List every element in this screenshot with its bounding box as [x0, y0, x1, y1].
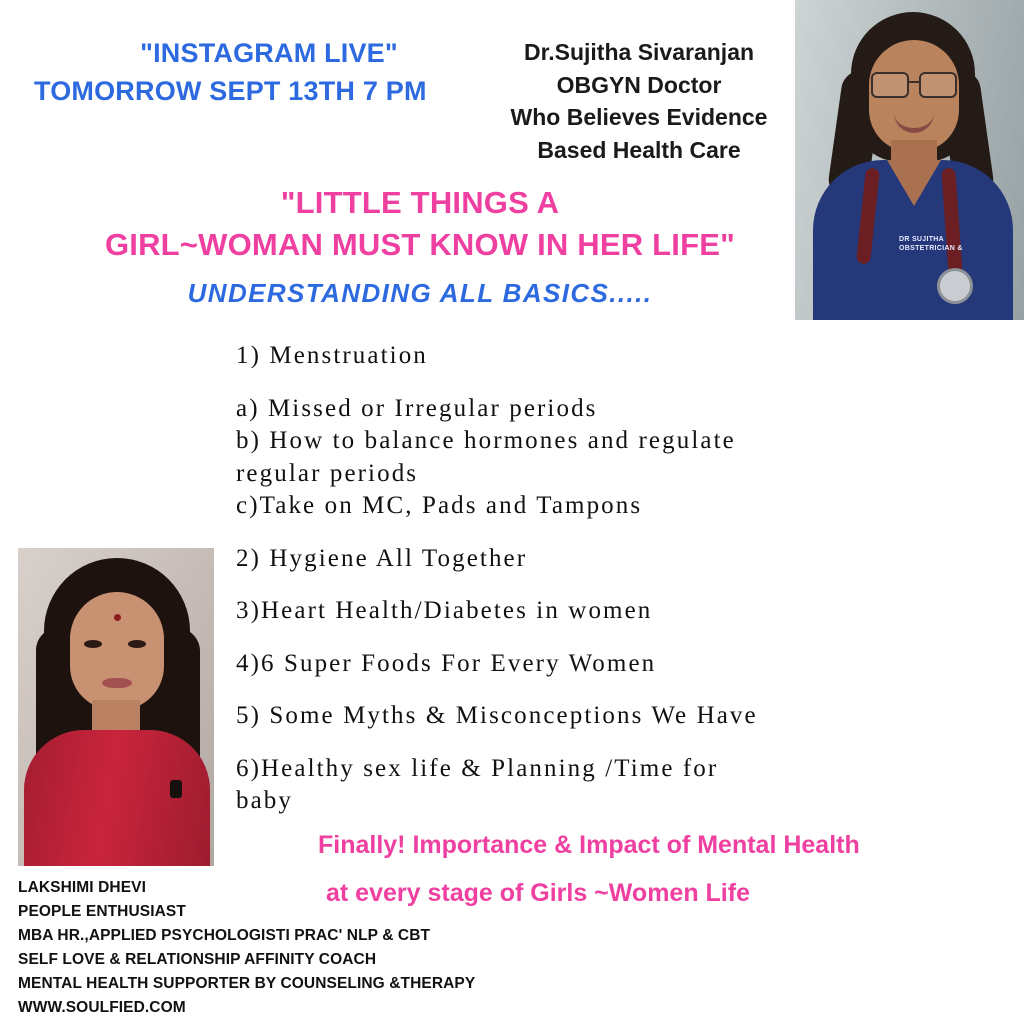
host-name: LAKSHIMI DHEVI — [18, 879, 146, 896]
agenda-line: regular periods — [236, 459, 419, 487]
page-title-line1: "LITTLE THINGS A — [280, 185, 560, 220]
host-credential-line: MBA HR.,APPLIED PSYCHOLOGISTI PRAC' NLP & CBT — [18, 927, 431, 945]
host-credential-line: PEOPLE ENTHUSIAST — [18, 903, 186, 921]
page-title-line2: GIRL~WOMAN MUST KNOW IN HER LIFE" — [104, 227, 736, 263]
host-face — [70, 592, 164, 710]
microphone-icon — [170, 780, 182, 798]
final-note-line1: Finally! Importance & Impact of Mental Health — [318, 831, 860, 859]
agenda-item — [236, 648, 996, 681]
doctor-scrub-badge-text: DR SUJITHA OBSTETRICIAN & — [899, 236, 963, 252]
agenda-line: 6)Healthy sex life & Planning /Time for — [236, 754, 719, 782]
doctor-tagline-line2: Based Health Care — [537, 136, 741, 163]
agenda-item — [236, 753, 996, 818]
agenda-line: a) Missed or Irregular periods — [236, 394, 598, 422]
bindi-icon — [114, 614, 121, 621]
doctor-name: Dr.Sujitha Sivaranjan — [523, 39, 755, 65]
final-note-line2: at every stage of Girls ~Women Life — [326, 878, 750, 907]
page-subtitle: UNDERSTANDING ALL BASICS..... — [187, 278, 653, 308]
live-announcement-line2: TOMORROW SEPT 13TH 7 PM — [34, 76, 427, 107]
host-credential-line: MENTAL HEALTH SUPPORTER BY COUNSELING &THERAPY — [18, 975, 476, 993]
live-announcement-line1: "INSTAGRAM LIVE" — [140, 38, 398, 68]
agenda-line: 1) Menstruation — [236, 342, 428, 369]
stethoscope-icon — [937, 268, 973, 304]
glasses-icon — [869, 72, 959, 94]
doctor-photo — [795, 0, 1024, 320]
agenda-item — [236, 393, 996, 523]
live-announcement — [34, 34, 504, 111]
doctor-info — [480, 36, 798, 167]
agenda-list — [236, 340, 996, 834]
host-eye-left — [84, 640, 102, 648]
agenda-line: 3)Heart Health/Diabetes in women — [236, 597, 653, 624]
host-photo — [18, 548, 214, 866]
host-dress-shading — [24, 730, 210, 866]
agenda-line: 5) Some Myths & Misconceptions We Have — [236, 702, 758, 729]
agenda-line: 2) Hygiene All Together — [236, 544, 528, 572]
host-credential-line: SELF LOVE & RELATIONSHIP AFFINITY COACH — [18, 951, 377, 969]
host-website[interactable]: WWW.SOULFIED.COM — [18, 999, 186, 1017]
host-eye-right — [128, 640, 146, 648]
page-title — [40, 182, 800, 266]
host-credentials — [18, 876, 476, 1020]
agenda-item — [236, 340, 996, 373]
agenda-line: b) How to balance hormones and regulate — [236, 427, 736, 454]
doctor-tagline-line1: Who Believes Evidence — [510, 104, 768, 131]
doctor-role: OBGYN Doctor — [556, 71, 722, 98]
host-lips — [102, 678, 132, 688]
agenda-line: baby — [236, 787, 293, 814]
agenda-item — [236, 543, 996, 576]
agenda-line: c)Take on MC, Pads and Tampons — [236, 492, 643, 519]
agenda-item — [236, 700, 996, 733]
agenda-item — [236, 595, 996, 628]
agenda-line: 4)6 Super Foods For Every Women — [236, 649, 657, 677]
